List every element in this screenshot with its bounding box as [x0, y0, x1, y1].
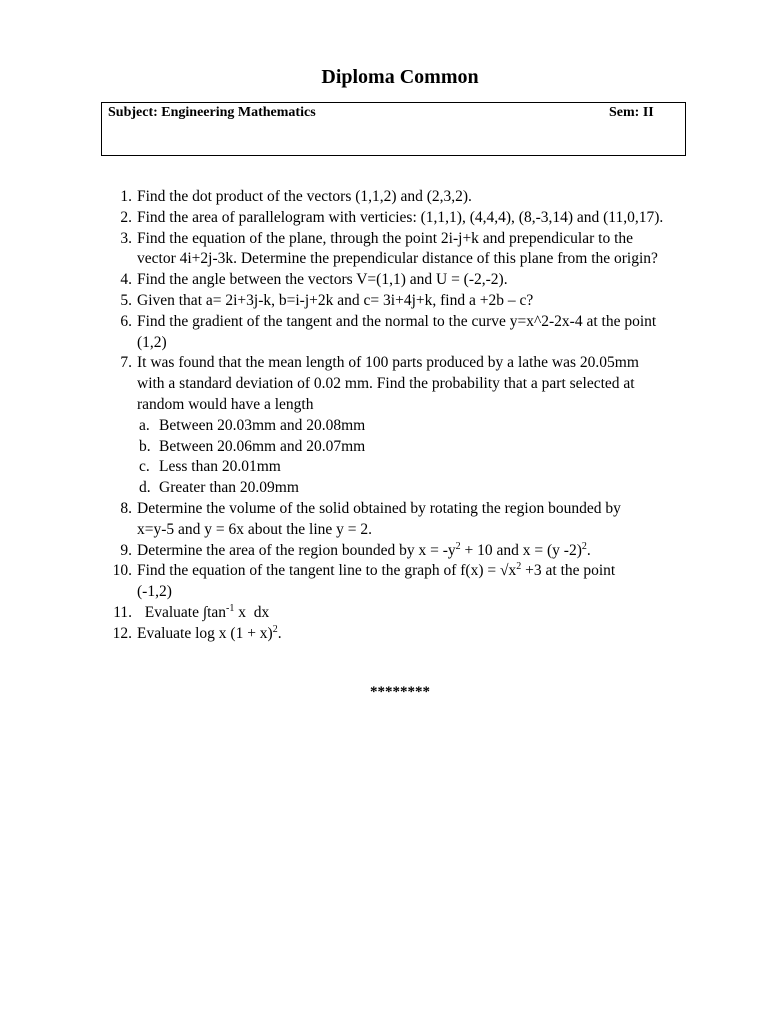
question-12 — [110, 624, 750, 645]
question-text-part: Evaluate log x (1 + x) — [137, 624, 273, 642]
question-text: Find the area of parallelogram with verticies: (1,1,1), (4,4,4), (8,-3,14) and (11,0,17). — [137, 208, 664, 226]
sub-question-d — [137, 478, 750, 499]
question-number: 5. — [120, 291, 132, 309]
question-10 — [110, 561, 750, 603]
question-number: 3. — [120, 229, 132, 247]
question-2 — [110, 208, 750, 229]
sub-question-text: Between 20.03mm and 20.08mm — [159, 416, 366, 434]
page-title: Diploma Common — [321, 66, 479, 88]
question-text-line: random would have a length — [137, 395, 314, 413]
sub-question-text: Greater than 20.09mm — [159, 479, 299, 497]
question-text: Given that a= 2i+3j-k, b=i-j+2k and c= 3i+4j+k, find a +2b – c? — [137, 291, 534, 309]
sub-question-b — [137, 437, 750, 458]
question-text-line: (1,2) — [137, 333, 167, 351]
question-1 — [110, 187, 750, 208]
question-text-part: . — [586, 541, 591, 559]
superscript: 2 — [272, 623, 278, 635]
question-text-part: +3 at the point — [521, 562, 616, 580]
question-text-line: It was found that the mean length of 100 parts produced by a lathe was 20.05mm — [137, 354, 639, 372]
question-number: 1. — [120, 188, 132, 205]
question-text: Find the dot product of the vectors (1,1,2) and (2,3,2). — [137, 188, 472, 205]
question-text: Find the angle between the vectors V=(1,1) and U = (-2,-2). — [137, 271, 508, 289]
question-text-part: Find the equation of the tangent line to the graph of f(x) = √x — [137, 562, 517, 580]
question-6 — [110, 312, 750, 354]
question-number: 6. — [120, 312, 132, 330]
question-text-part: x dx — [234, 603, 270, 621]
question-text-line: Find the equation of the plane, through the point 2i-j+k and prependicular to the — [137, 229, 634, 247]
question-8 — [110, 499, 750, 541]
question-text-part: + 10 and x = (y -2) — [460, 541, 582, 559]
question-text-line: with a standard deviation of 0.02 mm. Find the probability that a part selected at — [137, 375, 635, 393]
sub-question-a — [137, 416, 750, 437]
semester-label: Sem: II — [609, 105, 654, 120]
question-11 — [110, 603, 750, 624]
sub-question-list — [137, 416, 750, 499]
question-number: 7. — [120, 354, 132, 372]
question-9 — [110, 541, 750, 562]
superscript: 2 — [455, 540, 461, 552]
question-text-part: . — [277, 624, 282, 642]
question-number: 11. — [113, 603, 132, 621]
sub-question-text: Between 20.06mm and 20.07mm — [159, 437, 366, 455]
question-7 — [110, 353, 750, 499]
sub-question-c — [137, 457, 750, 478]
question-number: 2. — [120, 208, 132, 226]
sub-question-letter: b. — [139, 437, 151, 455]
question-text-line: Find the gradient of the tangent and the normal to the curve y=x^2-2x-4 at the point — [137, 312, 657, 330]
superscript: 2 — [516, 561, 522, 573]
sub-question-letter: d. — [139, 479, 151, 497]
question-number: 10. — [112, 562, 132, 580]
superscript: 2 — [581, 540, 587, 552]
subject-label: Subject: Engineering Mathematics — [108, 105, 316, 120]
sub-question-letter: a. — [139, 416, 150, 434]
end-marker: ******** — [370, 684, 430, 700]
question-list — [110, 187, 750, 645]
question-3 — [110, 229, 750, 271]
question-text-part: Evaluate ∫tan — [137, 603, 227, 621]
question-text-line: vector 4i+2j-3k. Determine the prependicular distance of this plane from the origin? — [137, 250, 658, 268]
question-4 — [110, 270, 750, 291]
question-number: 8. — [120, 499, 132, 517]
question-number: 9. — [120, 541, 132, 559]
question-text-line: x=y-5 and y = 6x about the line y = 2. — [137, 520, 373, 538]
question-5 — [110, 291, 750, 312]
sub-question-text: Less than 20.01mm — [159, 458, 281, 476]
question-number: 4. — [120, 271, 132, 289]
superscript: -1 — [226, 602, 235, 614]
question-text-part: Determine the area of the region bounded by x = -y — [137, 541, 456, 559]
question-text-line: (-1,2) — [137, 583, 172, 601]
sub-question-letter: c. — [139, 458, 150, 476]
question-text-line: Determine the volume of the solid obtained by rotating the region bounded by — [137, 499, 621, 517]
question-number: 12. — [112, 624, 132, 642]
subject-box — [101, 102, 686, 156]
